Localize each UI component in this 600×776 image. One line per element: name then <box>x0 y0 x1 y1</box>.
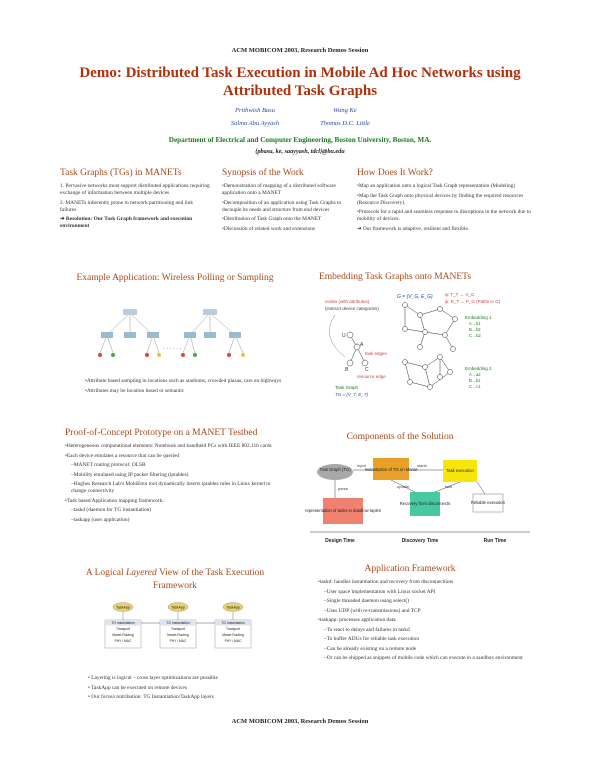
list-item: –taskapp (user application) <box>71 516 130 523</box>
axis-run-time: Run Time <box>483 538 507 544</box>
edge-label-update: update <box>397 484 410 489</box>
stack-1-inst: TG Instantiation <box>111 621 135 625</box>
list-item: •Protocols for a rapid and seamless response to disruptions in the network due to mobility of devices. <box>357 209 531 222</box>
embedding-1-title: Embedding 1 <box>465 315 492 320</box>
axis-design-time: Design Time <box>325 538 355 544</box>
list-item: 1. Pervasive networks must support distributed applications requiring exchange of information between multiple devices <box>60 183 210 196</box>
author-1: Prithwish Basu <box>235 107 275 114</box>
list-item: •Distribution of Task Graph onto the MANET <box>222 216 322 222</box>
stack-3-inst: TG Instantiation <box>221 621 245 625</box>
svg-text:A: A <box>360 342 364 348</box>
section-title-embedding: Embedding Task Graphs onto MANETs <box>318 272 472 282</box>
list-item: •Each device emulates a resource that can be queried <box>65 452 180 459</box>
section-title-logical <box>85 567 265 593</box>
author-4: Thomas D.C. Little <box>320 120 370 127</box>
example-list <box>85 378 285 397</box>
list-item: • Our focus/contribution: TG Instantiation/TaskApp layers <box>88 694 214 700</box>
how-list <box>357 183 542 235</box>
edge-label-input: input <box>357 463 366 468</box>
list-item: –Single threaded daemon using select() <box>324 598 410 604</box>
stack-2-inst: TG Instantiation <box>166 621 190 625</box>
embedding-1-b: B→b2 <box>469 327 481 332</box>
stack-2-transport: Transport <box>171 627 185 631</box>
list-item: • TaskApp can be executed on remote devices <box>88 684 187 691</box>
polling-tree-diagram <box>95 305 265 370</box>
task-graphs-list <box>60 183 210 233</box>
components-diagram <box>305 450 540 550</box>
task-graph-label: Task Graph <box>335 385 359 390</box>
stack-1-phy: PHY / MAC <box>114 639 132 643</box>
stack-1-routing: Manet Routing <box>112 633 134 637</box>
list-item: –Uses UDP (with re-transmissions) and TCP <box>324 607 421 614</box>
stack-3-routing: Manet Routing <box>222 633 244 637</box>
embedding-1-c: C→b2 <box>469 333 481 338</box>
list-item: –Or can be shipped as snippets of mobile code which can execute in a sandbox environment <box>324 655 523 661</box>
box-recovery: Recovery from disconnects <box>399 501 451 506</box>
list-item: •Task based Application mapping framework: <box>65 497 164 504</box>
department: Department of Electrical and Computer Engineering, Boston University, Boston, MA. <box>168 136 432 144</box>
list-item: ➔ Our framework is adaptive, resilient and flexible. <box>357 225 470 232</box>
embedding-1-a: A→b1 <box>469 321 481 326</box>
edge-label-starts: starts <box>417 463 427 468</box>
logical-title-post: View of the Task Execution Framework <box>153 568 265 591</box>
list-item: –To buffer ADUs for reliable task execution <box>324 636 420 642</box>
list-item: •Map an application onto a logical Task Graph representation (Modeling) <box>357 183 516 189</box>
list-item: •taskapp: processes application data <box>318 617 396 623</box>
axis-discovery-time: Discovery Time <box>401 538 439 544</box>
stack-1-taskapp: TaskApp <box>116 605 130 610</box>
embedding-2-title: Embedding 2 <box>465 366 492 371</box>
page-title <box>40 64 560 100</box>
stack-2-phy: PHY / MAC <box>169 639 187 643</box>
box-instantiation: Instantiation of TG on Manet <box>364 467 418 472</box>
embedding-2-a: A→a2 <box>469 372 481 377</box>
box-representation: representation of tasks in dataflow tuples <box>305 508 381 513</box>
nodes-label: nodes (with attributes) <box>325 299 370 304</box>
list-item: ➔ Resolution: Our Task Graph framework and execution environment <box>60 216 193 229</box>
edge-label-fails: fails <box>445 484 453 489</box>
stack-2-routing: Manet Routing <box>167 633 189 637</box>
svg-text:U: U <box>342 333 346 339</box>
list-item: 2. MANETs inherently prone to network partitioning and link failures <box>60 199 194 213</box>
stack-1-transport: Transport <box>116 627 130 631</box>
svg-text:. . . . . .: . . . . . . <box>163 345 182 351</box>
layered-stack-diagram <box>95 600 275 655</box>
list-item: –Hughes Research Lab's MobiEmu tool dynamically inserts iptables rules in Linux kernel to change connectivity <box>71 481 271 494</box>
graph-eq: G = (V_G, E_G) <box>397 294 433 300</box>
framework-list <box>318 579 543 665</box>
stack-3-taskapp: TaskApp <box>226 605 240 610</box>
stack-2-taskapp: TaskApp <box>171 605 185 610</box>
title-line-2: Attributed Task Graphs <box>222 83 378 99</box>
box-reliable: Reliable execution <box>470 500 506 505</box>
box-task-graph: Task Graph (TG) <box>319 467 351 472</box>
stack-3-phy: PHY / MAC <box>224 639 242 643</box>
list-item: –To react to delays and failures in taskd <box>324 626 410 633</box>
list-item: –MANET routing protocol: OLSR <box>71 462 146 468</box>
list-item: –taskd (daemon for TG instantiation) <box>71 507 152 513</box>
page-footer: ACM MOBICOM 2003, Research Demos Session <box>231 718 369 725</box>
list-item: •taskd: handles instantiation and recovery from disconnections <box>318 579 454 585</box>
list-item: •Attribute based sampling in locations such as stadiums, crowded plazas, cars on highways <box>85 378 282 384</box>
section-title-how: How Does It Work? <box>357 168 433 178</box>
list-item: –Can be already existing on a remote node <box>324 645 417 652</box>
list-item: •Map the Task Graph onto physical devices by finding the required resources (Resource Discovery). <box>357 192 524 206</box>
nodes-label-2: (instruct device categories) <box>325 306 379 311</box>
psi-label: ψ: E_T → P_G (Paths in G) <box>445 299 501 304</box>
list-item: –User space implementation with Linux socket API <box>324 588 436 595</box>
embedding-2-c: C→c1 <box>469 384 481 389</box>
phi-label: φ: T_T → V_G <box>445 292 475 297</box>
proof-list <box>65 443 280 526</box>
edge-label-parse: parse <box>338 486 349 491</box>
list-item: •Heterogeneous computational elements: Notebook and handheld PCs with IEEE 802.11b cards <box>65 443 272 449</box>
author-2: Wang Ke <box>333 107 357 114</box>
list-item: •Discussion of related work and extensions <box>222 225 316 232</box>
section-title-task-graphs: Task Graphs (TGs) in MANETs <box>60 168 182 178</box>
section-title-synopsis: Synopsis of the Work <box>222 168 304 178</box>
task-edges-label: task edges <box>365 351 387 356</box>
list-item: •Attributes may be location based or semantic <box>85 387 185 394</box>
list-item: •Decomposition of an application using Task Graphs to decouple its needs and structure from end devices <box>222 199 342 213</box>
embedding-diagram <box>305 287 540 417</box>
page-header: ACM MOBICOM 2003, Research Demos Session <box>231 47 369 54</box>
embedding-2-b: B→b1 <box>469 378 481 383</box>
section-title-components: Components of the Solution <box>346 432 454 442</box>
list-item: –Mobility emulated using IP packet filtering (iptables) <box>71 471 189 478</box>
svg-text:C: C <box>365 367 369 373</box>
resource-edge-label: resource edge <box>357 374 386 379</box>
section-title-proof: Proof-of-Concept Prototype on a MANET Testbed <box>65 428 258 438</box>
logical-title-pre: A Logical <box>85 568 126 578</box>
stack-3-transport: Transport <box>226 627 240 631</box>
title-line-1: Demo: Distributed Task Execution in Mobile Ad Hoc Networks using <box>79 65 521 81</box>
email: {pbasu, ke, saayyash, tdcl}@bu.edu <box>255 148 345 155</box>
logical-list <box>88 675 288 704</box>
svg-text:B: B <box>345 367 349 373</box>
author-3: Salma Abu Ayyash <box>230 120 280 127</box>
section-title-example: Example Application: Wireless Polling or Sampling <box>76 273 274 283</box>
logical-title-em: Layered <box>125 568 157 578</box>
list-item: •Demonstration of mapping of a distributed software application onto a MANET <box>222 183 336 196</box>
task-graph-eq: TG = (V_T, E_T) <box>335 392 368 397</box>
list-item: • Layering is logical – cross layer optimizations are possible <box>88 675 218 681</box>
synopsis-list <box>222 183 347 235</box>
section-title-framework: Application Framework <box>364 564 456 574</box>
box-execution: Task execution <box>446 468 474 473</box>
